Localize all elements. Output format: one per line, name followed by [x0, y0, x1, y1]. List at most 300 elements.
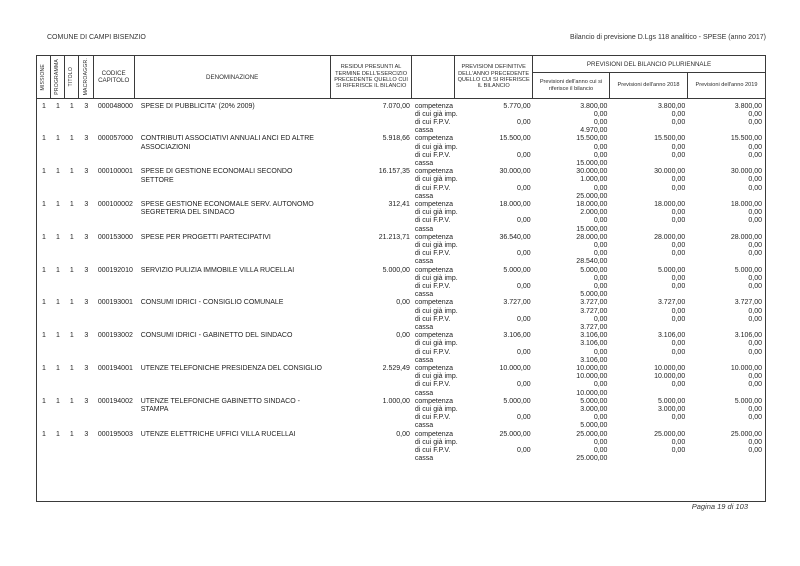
line-label: cassa — [414, 324, 434, 332]
col-header-macroaggr-label: MACROAGGR. — [82, 58, 89, 96]
table-row — [37, 230, 765, 266]
cell-titolo: 1 — [69, 102, 74, 110]
cell-anno-2019 — [688, 103, 765, 132]
cell-anno-riferimento — [534, 102, 611, 135]
table-row — [37, 361, 765, 397]
value-line: 5.000,00 — [503, 266, 531, 274]
cell-residui: 7.070,00 — [382, 102, 410, 110]
line-label: di cui già imp. — [414, 438, 458, 446]
cell-anno-2019 — [688, 431, 765, 460]
value-line: 0,00 — [517, 283, 531, 291]
line-label: di cui già imp. — [414, 373, 458, 381]
col-header-titolo-label: TITOLO — [68, 67, 75, 87]
cell-missione: 1 — [42, 266, 46, 274]
line-label: competenza — [414, 430, 454, 438]
value-line — [688, 357, 762, 365]
cell-anno-2019 — [688, 168, 765, 197]
col-header-residui: RESIDUI PRESUNTI AL TERMINE DELL'ESERCIZIO PRECEDENTE QUELLO CUI SI RIFERISCE IL BILANCIO — [331, 56, 413, 98]
cell-denominazione: SPESE DI GESTIONE ECONOMALI SECONDO SETTORE — [140, 168, 293, 184]
value-line: 30.000,00 — [499, 168, 531, 176]
value-line: 0,00 — [593, 274, 608, 282]
value-line — [610, 226, 685, 234]
value-line: 15.500,00 — [576, 135, 608, 143]
value-line: 5.000,00 — [657, 397, 686, 405]
line-label: di cui già imp. — [414, 274, 458, 282]
value-line: 0,00 — [748, 406, 762, 414]
value-line — [456, 242, 531, 250]
cell-denominazione: SPESE DI PUBBLICITA' (20% 2009) — [140, 102, 255, 110]
cell-macroaggr: 3 — [84, 365, 89, 373]
value-line: 0,00 — [671, 307, 686, 315]
cell-anno-riferimento — [534, 332, 611, 364]
value-line: 28.000,00 — [654, 233, 686, 241]
cell-programma: 1 — [55, 102, 60, 110]
value-line: 5.000,00 — [580, 422, 608, 430]
line-label: competenza — [414, 233, 454, 241]
cell-missione: 1 — [42, 365, 46, 373]
line-label: di cui già imp. — [414, 110, 458, 118]
value-line — [456, 422, 531, 430]
value-line: 15.500,00 — [654, 135, 686, 143]
cell-codice-capitolo: 000100002 — [97, 201, 133, 209]
value-line: 0,00 — [748, 274, 762, 282]
value-line — [688, 324, 762, 332]
cell-missione: 1 — [42, 201, 46, 209]
value-line: 0,00 — [593, 283, 608, 291]
value-line: 0,00 — [748, 242, 762, 250]
col-header-missione-label: MISSIONE — [40, 63, 47, 91]
cell-residui: 0,00 — [396, 299, 410, 307]
value-line: 0,00 — [517, 414, 531, 422]
cell-anno-2019 — [688, 299, 765, 328]
cell-missione: 1 — [42, 397, 46, 405]
cell-previsioni-definitive — [456, 267, 534, 296]
value-line: 36.540,00 — [499, 233, 531, 241]
value-line — [610, 455, 685, 463]
cell-denominazione: CONSUMI IDRICI - GABINETTO DEL SINDACO — [140, 332, 293, 340]
table-row — [37, 394, 765, 430]
cell-residui: 0,00 — [396, 332, 410, 340]
value-line: 18.000,00 — [499, 201, 531, 209]
value-line — [456, 160, 531, 168]
cell-anno-2018 — [610, 135, 688, 164]
cell-programma: 1 — [55, 365, 60, 373]
cell-titolo: 1 — [69, 168, 74, 176]
value-line: 0,00 — [748, 110, 762, 118]
line-label: competenza — [414, 299, 454, 307]
value-line: 15.000,00 — [576, 225, 608, 233]
value-line: 0,00 — [748, 209, 762, 217]
value-line: 0,00 — [748, 381, 762, 389]
cell-previsioni-definitive — [456, 299, 534, 328]
cell-line-labels — [413, 266, 458, 299]
value-line: 25.000,00 — [576, 192, 608, 200]
cell-anno-2018 — [610, 365, 688, 394]
cell-programma: 1 — [55, 397, 60, 405]
value-line — [456, 373, 531, 381]
cell-line-labels — [413, 430, 458, 463]
line-label: di cui già imp. — [414, 307, 458, 315]
value-line: 4.970,00 — [580, 127, 608, 135]
cell-residui: 2.529,49 — [382, 365, 410, 373]
value-line: 5.000,00 — [580, 397, 608, 405]
cell-previsioni-definitive — [456, 332, 534, 361]
value-line: 0,00 — [748, 315, 762, 323]
line-label: competenza — [414, 135, 454, 143]
value-line — [456, 455, 531, 463]
value-line: 0,00 — [593, 184, 608, 192]
value-line: 18.000,00 — [730, 201, 762, 209]
value-line: 0,00 — [517, 447, 531, 455]
value-line: 10.000,00 — [654, 373, 686, 381]
cell-anno-riferimento — [534, 168, 611, 200]
cell-residui: 0,00 — [396, 430, 410, 438]
cell-programma: 1 — [55, 135, 60, 143]
cell-residui: 5.918,66 — [382, 135, 410, 143]
table-row — [37, 427, 765, 463]
value-line: 3.106,00 — [503, 332, 531, 340]
cell-codice-capitolo: 000048000 — [97, 102, 133, 110]
line-label: cassa — [414, 225, 434, 233]
value-line — [610, 390, 685, 398]
value-line: 0,00 — [593, 381, 608, 389]
value-line: 10.000,00 — [730, 365, 762, 373]
value-line — [610, 291, 685, 299]
value-line — [610, 258, 685, 266]
cell-macroaggr: 3 — [84, 102, 89, 110]
value-line: 3.106,00 — [657, 332, 686, 340]
value-line — [610, 324, 685, 332]
value-line — [688, 127, 762, 135]
value-line: 0,00 — [748, 250, 762, 258]
cell-missione: 1 — [42, 233, 46, 241]
line-label: di cui già imp. — [414, 143, 458, 151]
col-header-anno-2019: Previsioni dell'anno 2019 — [695, 82, 758, 89]
value-line: 5.000,00 — [734, 397, 762, 405]
value-line: 0,00 — [517, 119, 531, 127]
line-label: competenza — [414, 266, 454, 274]
value-line: 30.000,00 — [654, 168, 686, 176]
col-header-tipo-empty — [412, 56, 455, 98]
cell-denominazione: SERVIZIO PULIZIA IMMOBILE VILLA RUCELLAI — [140, 266, 295, 274]
page-number: Pagina 19 di 103 — [691, 502, 748, 511]
value-line: 18.000,00 — [576, 201, 608, 209]
value-line: 0,00 — [671, 274, 686, 282]
line-label: di cui già imp. — [414, 406, 458, 414]
col-header-codice-capitolo: CODICE CAPITOLO — [94, 56, 135, 98]
value-line: 0,00 — [593, 143, 608, 151]
value-line — [456, 308, 531, 316]
cell-line-labels — [413, 365, 458, 397]
value-line: 0,00 — [748, 447, 762, 455]
col-header-programma-label: PROGRAMMA — [54, 59, 61, 95]
cell-programma: 1 — [55, 332, 60, 340]
col-header-missione — [37, 56, 51, 98]
value-line: 0,00 — [517, 151, 531, 159]
cell-line-labels — [413, 233, 458, 266]
line-label: di cui già imp. — [414, 340, 458, 348]
cell-programma: 1 — [55, 430, 60, 438]
cell-residui: 1.000,00 — [382, 397, 410, 405]
cell-macroaggr: 3 — [84, 201, 89, 209]
value-line: 25.000,00 — [499, 430, 531, 438]
value-line: 3.727,00 — [580, 299, 608, 307]
cell-anno-2019 — [688, 398, 765, 427]
line-label: di cui già imp. — [414, 176, 458, 184]
value-line: 3.800,00 — [734, 102, 762, 110]
cell-missione: 1 — [42, 430, 46, 438]
value-line — [456, 209, 531, 217]
value-line — [610, 422, 685, 430]
cell-anno-riferimento — [534, 201, 611, 233]
cell-macroaggr: 3 — [84, 233, 89, 241]
cell-denominazione: UTENZE TELEFONICHE PRESIDENZA DEL CONSIGLIO — [140, 365, 322, 373]
value-line: 3.800,00 — [657, 102, 686, 110]
value-line: 25.000,00 — [730, 430, 762, 438]
value-line: 3.727,00 — [503, 299, 531, 307]
line-label: cassa — [414, 160, 434, 168]
value-line: 0,00 — [748, 340, 762, 348]
value-line: 0,00 — [748, 348, 762, 356]
cell-residui: 16.157,35 — [378, 168, 410, 176]
cell-anno-riferimento — [534, 266, 611, 299]
cell-anno-2019 — [688, 201, 765, 230]
line-label: competenza — [414, 168, 454, 176]
value-line: 0,00 — [671, 217, 686, 225]
cell-titolo: 1 — [69, 233, 74, 241]
cell-line-labels — [413, 135, 458, 168]
value-line — [456, 406, 531, 414]
value-line: 0,00 — [748, 414, 762, 422]
value-line — [688, 455, 762, 463]
cell-previsioni-definitive — [456, 168, 534, 197]
col-header-denominazione: DENOMINAZIONE — [135, 56, 331, 98]
value-line: 15.500,00 — [730, 135, 762, 143]
line-label: di cui F.P.V. — [414, 283, 451, 291]
value-line: 0,00 — [671, 119, 686, 127]
value-line: 0,00 — [593, 438, 608, 446]
value-line — [456, 357, 531, 365]
budget-table — [36, 55, 766, 502]
cell-line-labels — [413, 332, 458, 364]
value-line — [688, 291, 762, 299]
value-line: 0,00 — [748, 143, 762, 151]
value-line: 0,00 — [748, 438, 762, 446]
value-line: 0,00 — [593, 250, 608, 258]
value-line — [456, 439, 531, 447]
cell-codice-capitolo: 000153000 — [97, 233, 133, 241]
value-line: 3.106,00 — [734, 332, 762, 340]
value-line: 3.727,00 — [580, 324, 608, 332]
table-body — [37, 99, 765, 501]
value-line: 28.540,00 — [576, 258, 608, 266]
cell-macroaggr: 3 — [84, 135, 89, 143]
table-row — [37, 197, 765, 233]
cell-anno-2019 — [688, 365, 765, 394]
value-line: 0,00 — [593, 151, 608, 159]
value-line — [688, 390, 762, 398]
value-line: 10.000,00 — [576, 365, 608, 373]
line-label: competenza — [414, 397, 454, 405]
value-line: 0,00 — [748, 119, 762, 127]
value-line: 15.000,00 — [576, 160, 608, 168]
value-line: 3.106,00 — [580, 332, 608, 340]
value-line: 0,00 — [748, 373, 762, 381]
cell-line-labels — [413, 168, 458, 200]
cell-previsioni-definitive — [456, 234, 534, 263]
value-line — [688, 160, 762, 168]
value-line: 0,00 — [593, 447, 608, 455]
value-line — [456, 275, 531, 283]
cell-titolo: 1 — [69, 430, 74, 438]
cell-anno-riferimento — [534, 135, 611, 168]
cell-anno-2018 — [610, 267, 688, 296]
col-header-anno-riferimento: Previsioni dell'anno cui si riferisce il bilancio — [533, 73, 610, 98]
value-line: 3.727,00 — [657, 299, 686, 307]
value-line: 0,00 — [748, 283, 762, 291]
value-line — [456, 340, 531, 348]
value-line — [688, 258, 762, 266]
table-header — [37, 56, 765, 99]
value-line — [456, 226, 531, 234]
value-line — [610, 160, 685, 168]
value-line: 15.500,00 — [499, 135, 531, 143]
value-line: 0,00 — [517, 381, 531, 389]
value-line: 30.000,00 — [730, 168, 762, 176]
value-line: 0,00 — [517, 315, 531, 323]
cell-missione: 1 — [42, 299, 46, 307]
line-label: competenza — [414, 332, 454, 340]
table-row — [37, 99, 765, 135]
cell-line-labels — [413, 397, 458, 430]
value-line: 0,00 — [593, 414, 608, 422]
value-line — [456, 193, 531, 201]
value-line: 0,00 — [671, 283, 686, 291]
value-line — [456, 111, 531, 119]
col-group-pluriennale — [533, 56, 765, 98]
cell-codice-capitolo: 000193001 — [97, 299, 133, 307]
cell-denominazione: CONTRIBUTI ASSOCIATIVI ANNUALI ANCI ED ALTRE ASSOCIAZIONI — [140, 135, 314, 151]
col-group-pluriennale-subheaders — [533, 73, 765, 98]
value-line: 0,00 — [671, 340, 686, 348]
col-header-titolo — [65, 56, 79, 98]
table-row — [37, 132, 765, 168]
cell-line-labels — [413, 102, 458, 135]
col-header-pluriennale: PREVISIONI DEL BILANCIO PLURIENNALE — [533, 56, 765, 73]
value-line: 0,00 — [748, 307, 762, 315]
cell-anno-2018 — [610, 201, 688, 230]
value-line: 0,00 — [671, 110, 686, 118]
line-label: di cui F.P.V. — [414, 217, 451, 225]
cell-line-labels — [413, 299, 458, 332]
cell-macroaggr: 3 — [84, 430, 89, 438]
value-line: 0,00 — [671, 143, 686, 151]
cell-anno-2018 — [610, 299, 688, 328]
line-label: cassa — [414, 192, 434, 200]
value-line — [688, 422, 762, 430]
cell-titolo: 1 — [69, 332, 74, 340]
value-line: 3.000,00 — [657, 406, 686, 414]
value-line — [610, 357, 685, 365]
line-label: cassa — [414, 291, 434, 299]
cell-macroaggr: 3 — [84, 299, 89, 307]
cell-programma: 1 — [55, 201, 60, 209]
value-line — [456, 127, 531, 135]
value-line: 3.106,00 — [580, 356, 608, 364]
line-label: cassa — [414, 455, 434, 463]
cell-anno-2019 — [688, 332, 765, 361]
cell-titolo: 1 — [69, 135, 74, 143]
cell-programma: 1 — [55, 233, 60, 241]
value-line: 10.000,00 — [499, 365, 531, 373]
cell-anno-riferimento — [534, 365, 611, 397]
value-line: 5.000,00 — [580, 266, 608, 274]
cell-macroaggr: 3 — [84, 266, 89, 274]
value-line: 0,00 — [593, 348, 608, 356]
cell-titolo: 1 — [69, 201, 74, 209]
cell-anno-riferimento — [534, 430, 611, 463]
cell-titolo: 1 — [69, 397, 74, 405]
value-line: 0,00 — [671, 184, 686, 192]
cell-anno-2019 — [688, 267, 765, 296]
value-line: 0,00 — [748, 151, 762, 159]
cell-codice-capitolo: 000192010 — [97, 266, 133, 274]
report-title: Bilancio di previsione D.Lgs 118 analitico - SPESE (anno 2017) — [570, 34, 766, 41]
cell-anno-2018 — [610, 431, 688, 460]
value-line: 0,00 — [671, 176, 686, 184]
value-line: 3.800,00 — [580, 102, 608, 110]
value-line: 5.770,00 — [503, 102, 531, 110]
line-label: competenza — [414, 201, 454, 209]
value-line: 10.000,00 — [576, 389, 608, 397]
value-line: 0,00 — [671, 414, 686, 422]
line-label: di cui F.P.V. — [414, 119, 451, 127]
value-line: 0,00 — [671, 242, 686, 250]
value-line: 5.000,00 — [657, 266, 686, 274]
line-label: di cui F.P.V. — [414, 250, 451, 258]
value-line: 25.000,00 — [576, 430, 608, 438]
cell-codice-capitolo: 000193002 — [97, 332, 133, 340]
line-label: cassa — [414, 422, 434, 430]
line-label: cassa — [414, 258, 434, 266]
cell-codice-capitolo: 000057000 — [97, 135, 133, 143]
line-label: cassa — [414, 356, 434, 364]
cell-macroaggr: 3 — [84, 397, 89, 405]
cell-anno-riferimento — [534, 233, 611, 266]
cell-anno-2018 — [610, 168, 688, 197]
cell-macroaggr: 3 — [84, 168, 89, 176]
value-line: 0,00 — [671, 381, 686, 389]
value-line: 2.000,00 — [580, 209, 608, 217]
value-line — [456, 258, 531, 266]
col-header-macroaggr — [79, 56, 94, 98]
value-line — [456, 144, 531, 152]
cell-previsioni-definitive — [456, 398, 534, 427]
value-line: 0,00 — [517, 217, 531, 225]
value-line: 25.000,00 — [654, 430, 686, 438]
cell-codice-capitolo: 000195003 — [97, 430, 133, 438]
value-line: 10.000,00 — [654, 365, 686, 373]
cell-denominazione: CONSUMI IDRICI - CONSIGLIO COMUNALE — [140, 299, 284, 307]
page-header — [47, 33, 766, 42]
value-line: 0,00 — [671, 151, 686, 159]
value-line: 3.727,00 — [580, 307, 608, 315]
cell-programma: 1 — [55, 299, 60, 307]
value-line: 0,00 — [671, 315, 686, 323]
cell-missione: 1 — [42, 102, 46, 110]
line-label: di cui già imp. — [414, 209, 458, 217]
value-line: 3.727,00 — [734, 299, 762, 307]
